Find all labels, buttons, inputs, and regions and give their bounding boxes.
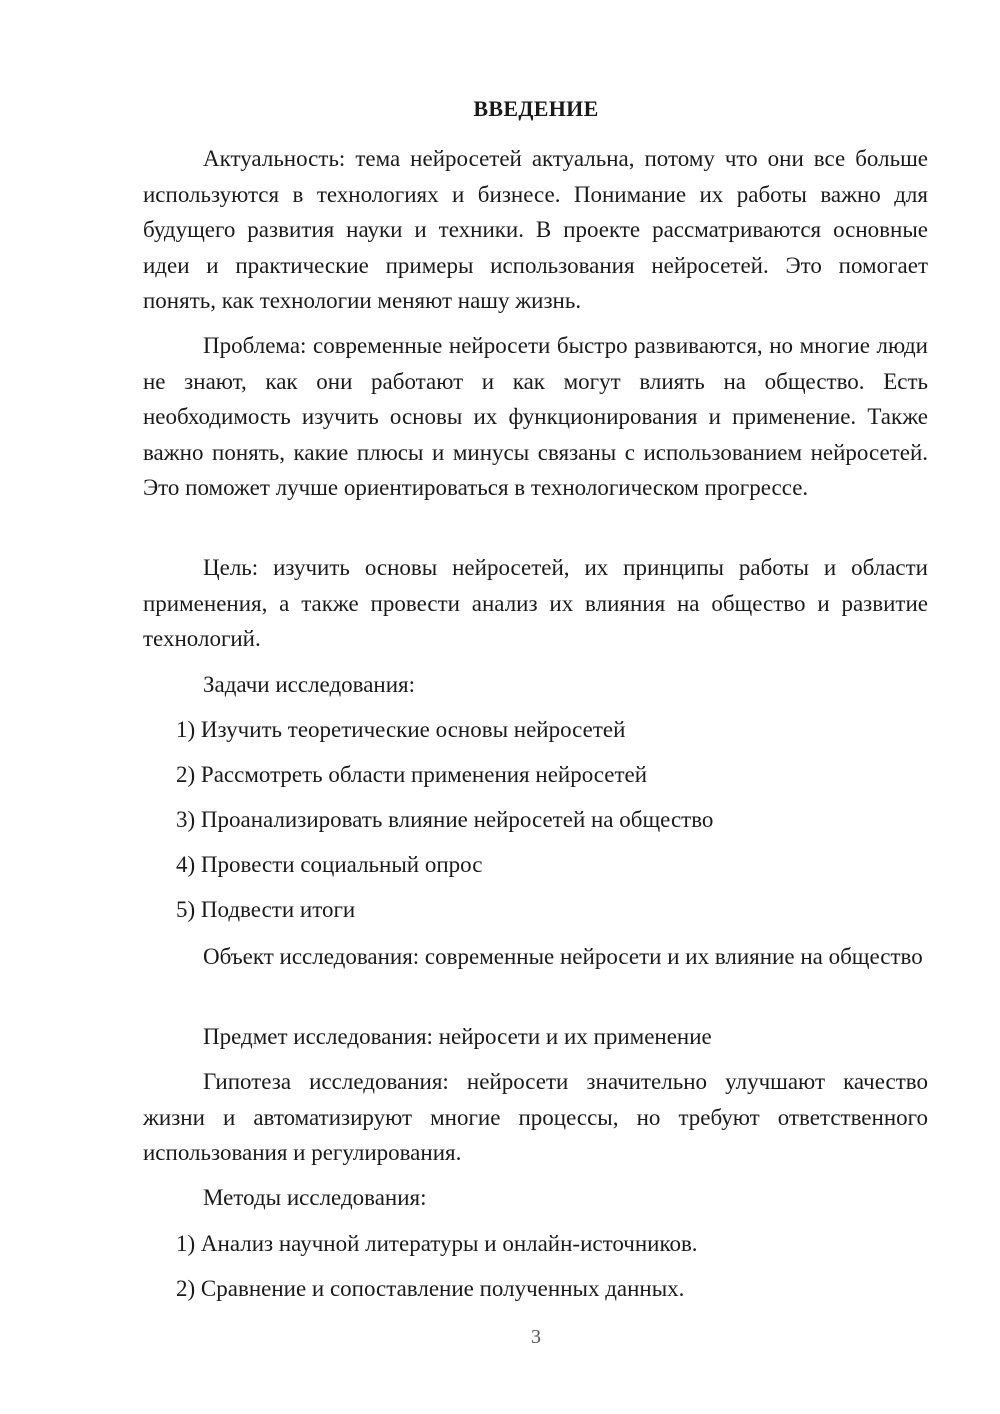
paragraph-object: Объект исследования: современные нейросети и их влияние на общество bbox=[203, 944, 923, 969]
page-number: 3 bbox=[531, 1326, 541, 1348]
page-heading: ВВЕДЕНИЕ bbox=[473, 96, 599, 121]
tasks-heading: Задачи исследования: bbox=[203, 672, 416, 697]
task-item: 1) Изучить теоретические основы нейросетей bbox=[176, 717, 626, 742]
paragraph-relevance: Актуальность: тема нейросетей актуальна, потому что они все больше используются в технологиях и бизнесе. Понимание их работы важно для будущего развития науки и техники. В проекте рассматриваются основные идеи и практические примеры использования нейросетей. Это помогает понять, как технологии меняют нашу жизнь. bbox=[143, 146, 928, 313]
paragraph-subject: Предмет исследования: нейросети и их применение bbox=[203, 1024, 712, 1049]
paragraph-problem: Проблема: современные нейросети быстро развиваются, но многие люди не знают, как они работают и как могут влиять на общество. Есть необходимость изучить основы их функционирования и применение. Также важно понять, какие плюсы и минусы связаны с использованием нейросетей. Это поможет лучше ориентироваться в технологическом прогрессе. bbox=[143, 333, 928, 500]
task-item: 4) Провести социальный опрос bbox=[176, 852, 483, 877]
paragraph-goal: Цель: изучить основы нейросетей, их принципы работы и области применения, а также провести анализ их влияния на общество и развитие технологий. bbox=[143, 555, 928, 651]
method-item: 1) Анализ научной литературы и онлайн-источников. bbox=[176, 1231, 698, 1256]
task-item: 2) Рассмотреть области применения нейросетей bbox=[176, 762, 648, 787]
task-item: 3) Проанализировать влияние нейросетей на общество bbox=[176, 807, 714, 832]
method-item: 2) Сравнение и сопоставление полученных данных. bbox=[176, 1276, 685, 1301]
paragraph-hypothesis: Гипотеза исследования: нейросети значительно улучшают качество жизни и автоматизируют многие процессы, но требуют ответственного использования и регулирования. bbox=[143, 1069, 928, 1165]
methods-heading: Методы исследования: bbox=[203, 1185, 427, 1210]
task-item: 5) Подвести итоги bbox=[176, 897, 356, 922]
